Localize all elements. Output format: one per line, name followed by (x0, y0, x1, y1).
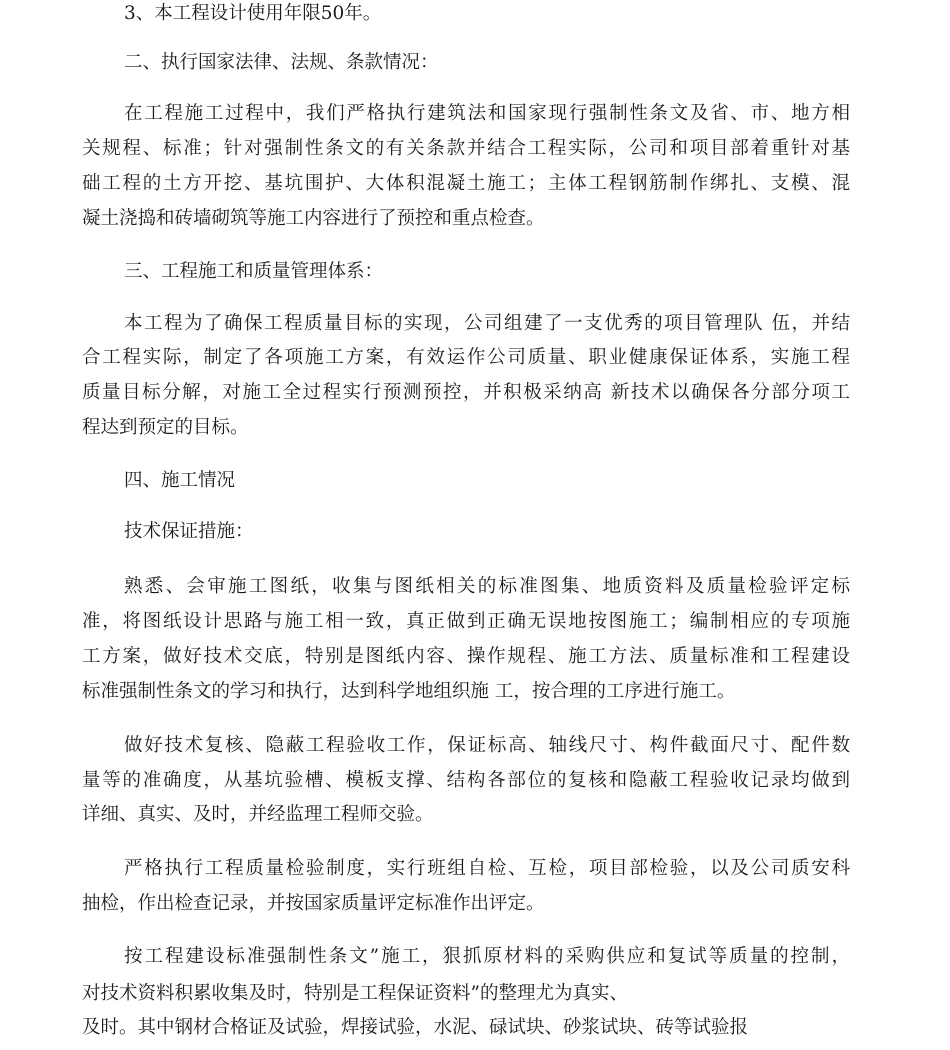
paragraph-quality-line-4: 程达到预定的目标。 (82, 417, 249, 438)
paragraph-inspection-line-2: 抽检，作出检查记录，并按国家质量评定标准作出评定。 (82, 893, 545, 914)
paragraph-drawings-line-2: 准，将图纸设计思路与施工相一致，真正做到正确无误地按图施工；编制相应的专项施 (82, 611, 850, 632)
paragraph-materials-line-1: 按工程建设标准强制性条文”施工，狠抓原材料的采购供应和复试等质量的控制， (124, 946, 850, 967)
paragraph-review-line-1: 做好技术复核、隐蔽工程验收工作，保证标高、轴线尺寸、构件截面尺寸、配件数 (124, 735, 850, 756)
paragraph-drawings-line-3: 工方案，做好技术交底，特别是图纸内容、操作规程、施工方法、质量标准和工程建设 (82, 646, 850, 667)
paragraph-quality-line-2: 合工程实际，制定了各项施工方案，有效运作公司质量、职业健康保证体系，实施工程 (82, 347, 850, 368)
paragraph-quality-line-3: 质量目标分解，对施工全过程实行预测预控，并积极采纳高 新技术以确保各分部分项工 (82, 382, 850, 403)
paragraph-review-line-2: 量等的准确度，从基坑验槽、模板支撑、结构各部位的复核和隐蔽工程验收记录均做到 (82, 770, 850, 791)
heading-quality-system: 三、工程施工和质量管理体系： (124, 261, 384, 282)
subheading-technical-measures: 技术保证措施： (124, 521, 254, 542)
paragraph-laws-line-1: 在工程施工过程中，我们严格执行建筑法和国家现行强制性条文及省、市、地方相 (124, 103, 850, 124)
paragraph-quality-line-1: 本工程为了确保工程质量目标的实现，公司组建了一支优秀的项目管理队 伍，并结 (124, 313, 850, 334)
heading-laws-compliance: 二、执行国家法律、法规、条款情况： (124, 52, 439, 73)
paragraph-laws-line-3: 础工程的土方开挖、基坑围护、大体积混凝土施工；主体工程钢筋制作绑扎、支模、混 (82, 173, 850, 194)
paragraph-laws-line-2: 关规程、标准；针对强制性条文的有关条款并结合工程实际，公司和项目部着重针对基 (82, 138, 850, 159)
paragraph-drawings-line-1: 熟悉、会审施工图纸，收集与图纸相关的标准图集、地质资料及质量检验评定标 (124, 576, 850, 597)
paragraph-materials-line-3: 及时。其中钢材合格证及试验，焊接试验，水泥、碌试块、砂浆试块、砖等试验报 (82, 1017, 749, 1038)
paragraph-drawings-line-4: 标准强制性条文的学习和执行，达到科学地组织施 工，按合理的工序进行施工。 (82, 681, 736, 702)
paragraph-laws-line-4: 凝土浇捣和砖墙砌筑等施工内容进行了预控和重点检查。 (82, 208, 545, 229)
paragraph-review-line-3: 详细、真实、及时，并经监理工程师交验。 (82, 804, 434, 825)
item-service-life: 3、本工程设计使用年限50年。 (124, 3, 382, 24)
heading-construction: 四、施工情况 (124, 470, 236, 491)
paragraph-inspection-line-1: 严格执行工程质量检验制度，实行班组自检、互检，项目部检验，以及公司质安科 (124, 858, 850, 879)
paragraph-materials-line-2: 对技术资料积累收集及时，特别是工程保证资料”的整理尤为真实、 (82, 983, 628, 1004)
